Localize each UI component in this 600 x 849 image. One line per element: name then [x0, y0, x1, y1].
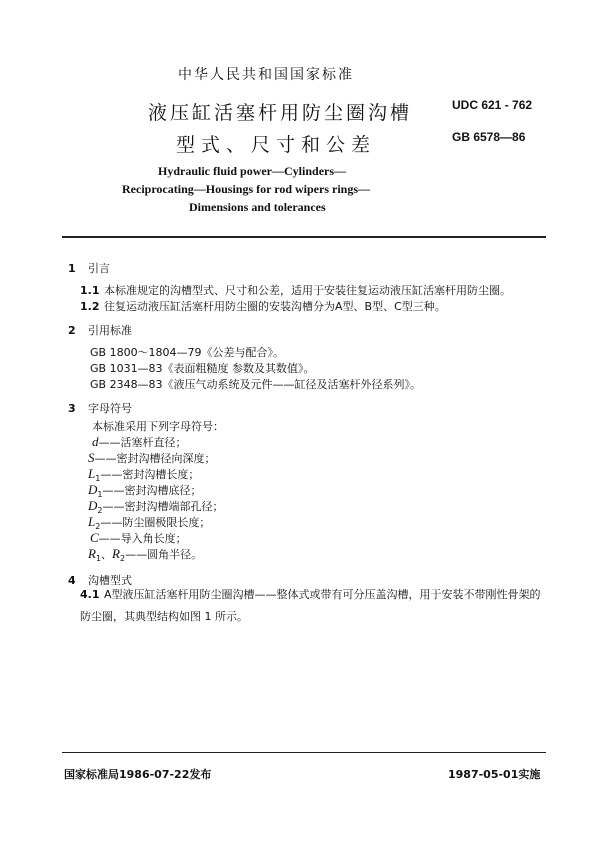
clause-number: 1.1: [80, 284, 100, 297]
symbol-letter: L: [88, 514, 96, 529]
symbol-definition: ——密封沟槽径向深度；: [94, 452, 216, 465]
section-number: 4: [68, 574, 76, 587]
title-en-line2: Reciprocating—Housings for rod wipers rings—: [122, 182, 371, 196]
clause-1-2: [80, 298, 446, 314]
symbol-letter: D: [88, 498, 98, 513]
section-3-heading: [68, 400, 132, 416]
issued-date: 国家标准局1986-07-22发布: [64, 768, 212, 781]
issuing-authority: 中华人民共和国国家标准: [178, 67, 354, 83]
section-number: 1: [68, 262, 76, 275]
clause-1-1: [80, 282, 511, 298]
symbol-definition: ——密封沟槽长度；: [100, 468, 200, 481]
document-subtitle-cn: 型式、尺寸和公差: [176, 134, 377, 156]
title-en-line3: Dimensions and tolerances: [189, 200, 326, 214]
symbol-letter: R: [88, 546, 96, 561]
symbol-definition: ——密封沟槽底径；: [102, 484, 202, 497]
symbol-letter: d: [92, 434, 99, 449]
symbol-subscript: 2: [120, 554, 126, 564]
symbol-definition: ——活塞杆直径；: [98, 436, 187, 449]
udc-code: UDC 621 - 762: [452, 98, 533, 112]
gb-number: GB 6578—86: [452, 130, 526, 144]
symbol-definition: ——圆角半径。: [125, 548, 203, 561]
title-en-line1: Hydraulic fluid power—Cylinders—: [158, 164, 347, 178]
clause-4-1: [80, 584, 546, 628]
symbol-letter: D: [88, 482, 98, 497]
clause-text: 往复运动液压缸活塞杆用防尘圈的安装沟槽分为A型、B型、C型三种。: [104, 300, 446, 313]
clause-text: A型液压缸活塞杆用防尘圈沟槽——整体式或带有可分压盖沟槽，用于安装不带刚性骨架的防尘圈，其典型结构如图 1 所示。: [80, 588, 541, 623]
section-title: 引言: [88, 262, 110, 275]
symbol-definition: ——密封沟槽端部孔径；: [102, 500, 224, 513]
effective-date: 1987-05-01实施: [448, 768, 541, 781]
reference-item: GB 2348—83《液压气动系统及元件——缸径及活塞杆外径系列》。: [90, 378, 422, 391]
symbol-d2: [88, 498, 223, 515]
symbols-intro: 本标准采用下列字母符号：: [92, 420, 224, 433]
symbol-subscript: 1: [95, 474, 101, 484]
document-title-cn: 液压缸活塞杆用防尘圈沟槽: [148, 102, 413, 124]
clause-number: 1.2: [80, 300, 100, 313]
reference-item: GB 1031—83《表面粗糙度 参数及其数值》。: [90, 362, 315, 375]
section-title: 引用标准: [88, 324, 132, 337]
symbol-definition: ——防尘圈极限长度；: [100, 516, 211, 529]
section-1-heading: [68, 260, 110, 276]
footer-divider: [62, 752, 546, 753]
symbol-letter: R: [112, 546, 120, 561]
section-number: 2: [68, 324, 76, 337]
symbol-d: [92, 434, 187, 450]
symbol-d1: [88, 482, 201, 499]
symbol-r: [88, 546, 202, 563]
section-title: 沟槽型式: [88, 574, 132, 587]
symbol-subscript: 2: [97, 506, 103, 516]
section-2-heading: [68, 322, 132, 338]
symbol-l1: [88, 466, 199, 483]
reference-item: GB 1800～1804—79《公差与配合》。: [90, 346, 285, 359]
symbol-c: [90, 530, 187, 546]
symbol-l2: [88, 514, 210, 531]
symbol-letter: S: [88, 450, 95, 465]
symbol-separator: 、: [101, 548, 113, 561]
section-title: 字母符号: [88, 402, 132, 415]
symbol-subscript: 1: [95, 554, 102, 564]
symbol-letter: L: [88, 466, 96, 481]
symbol-subscript: 1: [97, 490, 103, 500]
symbol-s: [88, 450, 216, 466]
symbol-letter: C: [90, 530, 99, 545]
symbol-subscript: 2: [95, 522, 101, 532]
header-divider: [62, 236, 546, 238]
clause-number: 4.1: [80, 588, 100, 601]
symbol-definition: ——导入角长度；: [98, 532, 187, 545]
section-number: 3: [68, 402, 76, 415]
clause-text: 本标准规定的沟槽型式、尺寸和公差，适用于安装往复运动液压缸活塞杆用防尘圈。: [104, 284, 511, 297]
